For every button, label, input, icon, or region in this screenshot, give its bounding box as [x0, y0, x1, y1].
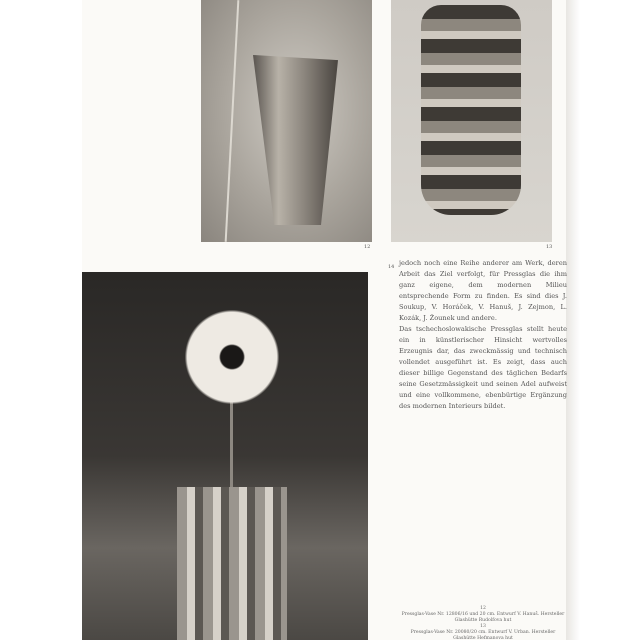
glass-vase	[421, 5, 521, 215]
figure-number-13: 13	[546, 244, 553, 250]
caption-number: 12	[480, 606, 486, 611]
plant-stem	[225, 0, 240, 242]
caption-text: Pressglas-Vase Nr. 20080/20 cm. Entwurf V. Urban. Hersteller Glashütte Hefmanova hut	[410, 630, 556, 641]
caption-12	[399, 606, 567, 624]
paragraph: Das tschechoslowakische Pressglas stellt heute ein in künstlerischer Hinsicht wertvolles Erzeugnis dar, das zweckmässig und technisch vollendet ausgeführt ist. Es zeigt, dass auch dieser billige Gegenstand des täglichen Bedarfs seine Gesetzmässigkeit und seinen Adel aufweist und eine vollkommene, ebenbürtige Ergänzung des modernen Interieurs bildet.	[399, 325, 567, 410]
figure-number-14: 14	[388, 264, 395, 270]
caption-13	[399, 624, 567, 642]
paragraph: jedoch noch eine Reihe anderer am Werk, deren Arbeit das Ziel verfolgt, für Pressglas die ihm ganz eigene, dem modernen Milieu entsprechende Form zu finden. Es sind dies J. Soukup, V. Horáček, V. Hanuš, J. Zejmon, L. Kozák, J. Žounek und andere.	[399, 259, 567, 322]
figure-number-12: 12	[364, 244, 371, 250]
photo-ribbed-vase	[391, 0, 552, 242]
glass-vase	[177, 487, 287, 640]
caption-number: 13	[480, 624, 486, 629]
photo-flowers-in-vase	[82, 272, 368, 640]
body-text	[399, 258, 567, 412]
sunflower	[172, 302, 292, 412]
caption-text: Pressglas-Vase Nr. 12806/16 und 20 cm. Entwurf V. Hanuš. Hersteller Glashütte Rudolfova hut	[401, 612, 565, 623]
glass-vase	[253, 55, 338, 225]
page-edge-shadow	[566, 0, 580, 640]
photo-vase-with-plant	[201, 0, 372, 242]
